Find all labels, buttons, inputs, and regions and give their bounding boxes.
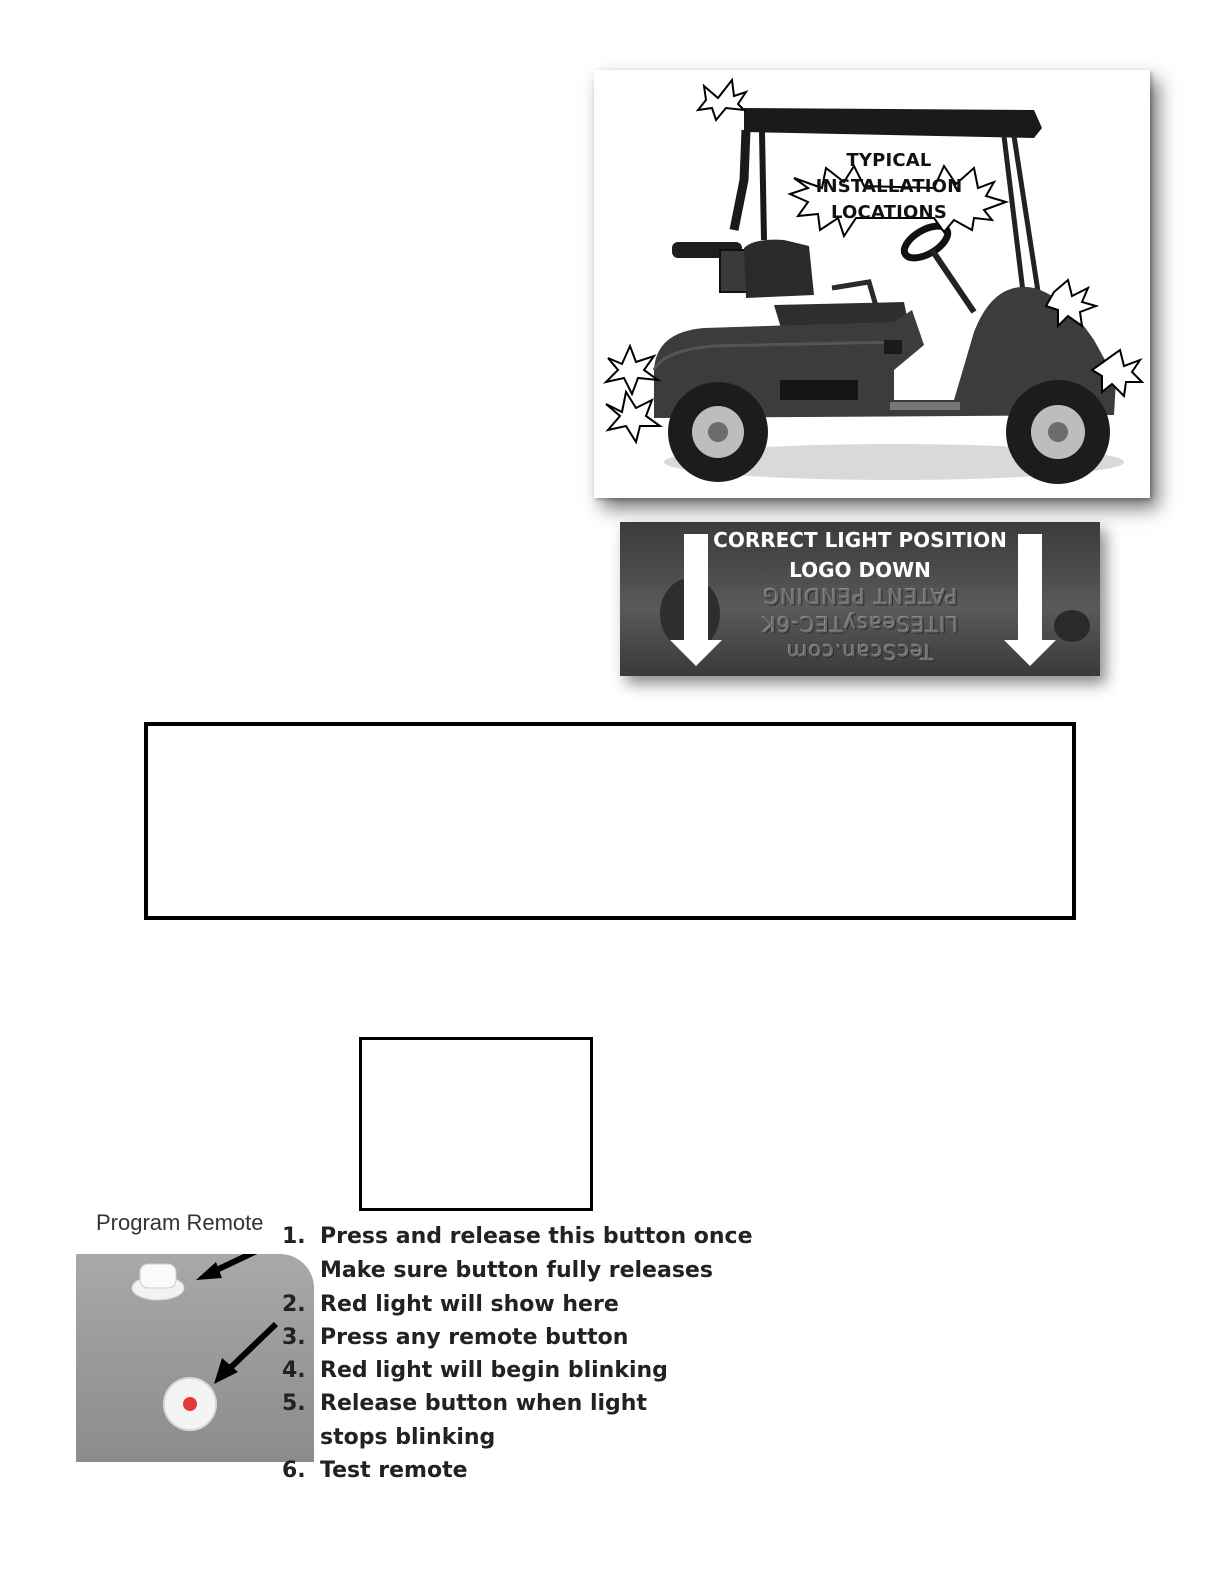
step-item xyxy=(282,1391,647,1416)
location-marker xyxy=(606,346,658,394)
receiver-unit-photo xyxy=(76,1254,314,1462)
step-item xyxy=(282,1458,468,1483)
program-remote-label: Program Remote xyxy=(96,1210,264,1235)
empty-text-frame xyxy=(144,722,1076,920)
indicator-light-icon xyxy=(164,1378,216,1430)
step-text: Red light will show here xyxy=(320,1292,619,1317)
light-position-photo xyxy=(620,522,1100,676)
embossed-text: LITESeasyTEC-6K xyxy=(761,612,959,636)
step-number: 2. xyxy=(282,1292,306,1317)
step-number: 6. xyxy=(282,1458,306,1483)
step-text: Press and release this button once xyxy=(320,1224,753,1249)
step-item xyxy=(282,1224,753,1249)
step-text: Make sure button fully releases xyxy=(320,1258,713,1283)
step-number: 5. xyxy=(282,1391,306,1416)
light-position-caption: CORRECT LIGHT POSITION xyxy=(713,528,1007,552)
step-text: Release button when light xyxy=(320,1391,647,1416)
installation-locations-figure xyxy=(594,70,1150,498)
step-item xyxy=(282,1258,713,1283)
step-text: Press any remote button xyxy=(320,1325,629,1350)
step-number: 3. xyxy=(282,1325,306,1350)
step-number: 4. xyxy=(282,1358,306,1383)
arrow-icon xyxy=(214,1324,276,1384)
step-item xyxy=(282,1325,628,1350)
callout-line: INSTALLATION xyxy=(815,176,963,197)
callout-typical-installation-locations xyxy=(784,148,994,226)
step-text: Test remote xyxy=(320,1458,468,1483)
location-marker xyxy=(698,80,746,120)
step-number: 1. xyxy=(282,1224,306,1249)
callout-line: TYPICAL xyxy=(846,150,932,171)
step-item xyxy=(282,1358,668,1383)
logo-down-caption: LOGO DOWN xyxy=(789,558,931,582)
empty-image-frame xyxy=(359,1037,593,1211)
embossed-text: PATENT PENDING xyxy=(762,584,958,608)
arrow-icon xyxy=(196,1254,280,1280)
callout-line: LOCATIONS xyxy=(831,202,947,223)
step-item xyxy=(282,1292,619,1317)
embossed-text: TecScan.com xyxy=(786,640,934,664)
down-arrow-icon xyxy=(1004,534,1056,666)
step-text: stops blinking xyxy=(320,1425,496,1450)
step-item xyxy=(282,1425,495,1450)
location-marker xyxy=(606,392,660,442)
golf-cart-illustration xyxy=(594,70,1150,498)
receiver-illustration xyxy=(76,1254,314,1462)
program-button-icon xyxy=(132,1264,184,1300)
step-text: Red light will begin blinking xyxy=(320,1358,668,1383)
